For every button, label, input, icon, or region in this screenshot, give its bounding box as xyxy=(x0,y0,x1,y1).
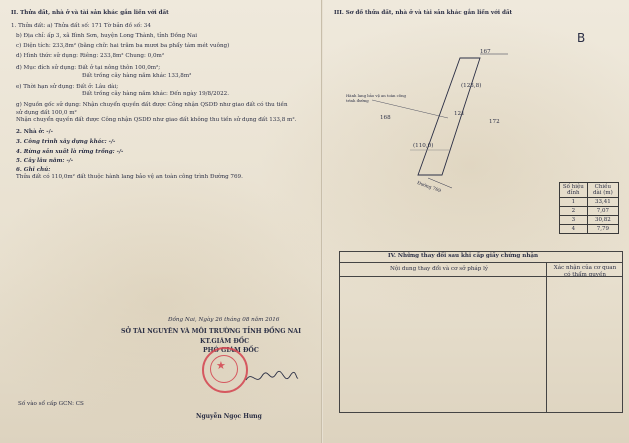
center-fold xyxy=(321,0,323,443)
table-header-length: Chiều dài (m) xyxy=(587,183,618,198)
changes-section xyxy=(339,251,623,413)
use-origin-3: Nhận chuyển quyền đất được Công nhận QSDĐ như giao đất không thu tiền sử dụng đất 133,8 m². xyxy=(16,117,297,123)
perennial-item: 5. Cây lâu năm: -/- xyxy=(16,158,74,164)
register-number: Số vào sổ cấp GCN: CS xyxy=(18,401,84,407)
kt-director: KT.GIÁM ĐỐC xyxy=(200,338,250,345)
issue-date: Đồng Nai, Ngày 26 tháng 08 năm 2016 xyxy=(168,317,280,323)
parcel-label-right: 172 xyxy=(489,119,500,125)
parcel-sketch xyxy=(330,30,570,210)
issuing-authority: SỞ TÀI NGUYÊN VÀ MÔI TRƯỜNG TỈNH ĐỒNG NAI xyxy=(121,328,301,335)
use-purpose-1: đ) Mục đích sử dụng: Đất ở tại nông thôn 100,0m²; xyxy=(16,65,161,71)
table-row: 1 33,41 xyxy=(560,198,619,207)
notes-heading: 6. Ghi chú: xyxy=(16,167,51,173)
signer-name: Nguyễn Ngọc Hưng xyxy=(196,413,262,420)
parcel-label-left: 168 xyxy=(380,115,391,121)
use-form: d) Hình thức sử dụng: Riêng: 233,8m² Chung: 0,0m² xyxy=(16,53,165,59)
notes-detail: Thửa đất có 110,0m² đất thuộc hành lang bảo vệ an toàn công trình Đường 769. xyxy=(16,174,243,180)
deputy-director: PHÓ GIÁM ĐỐC xyxy=(203,347,259,354)
use-origin-2: sử dụng đất 100,0 m² xyxy=(16,110,77,116)
table-row: 2 7,07 xyxy=(560,207,619,216)
construction-item: 3. Công trình xây dựng khác: -/- xyxy=(16,139,116,145)
parcel-area: c) Diện tích: 233,8m² (bằng chữ: hai trăm ba mươi ba phẩy tám mét vuông) xyxy=(16,43,230,49)
parcel-label-top: 167 xyxy=(480,49,491,55)
use-duration-1: e) Thời hạn sử dụng: Đất ở: Lâu dài; xyxy=(16,84,119,90)
north-arrow-icon: B xyxy=(577,31,586,45)
house-item: 2. Nhà ở: -/- xyxy=(16,129,53,135)
vertex-table xyxy=(559,182,619,234)
section-iv-title: IV. Những thay đổi sau khi cấp giấy chứng nhận xyxy=(388,253,539,259)
parcel-address: b) Địa chỉ: ấp 3, xã Bình Sơn, huyện Long Thành, tỉnh Đồng Nai xyxy=(16,33,198,39)
section-ii-title: II. Thửa đất, nhà ở và tài sản khác gắn liền với đất xyxy=(11,10,169,16)
confirm-column-header: Xác nhận của cơ quan có thẩm quyền xyxy=(553,265,617,278)
parcel-label-center: 121 xyxy=(454,111,465,117)
forest-item: 4. Rừng sản xuất là rừng trồng: -/- xyxy=(16,149,124,155)
parcel-number: 1. Thửa đất: a) Thửa đất số: 171 Tờ bản đồ số: 34 xyxy=(11,23,151,29)
use-purpose-2: Đất trồng cây hàng năm khác 133,8m² xyxy=(82,73,192,79)
table-row: 3 30,82 xyxy=(560,216,619,225)
section-iii-title: III. Sơ đồ thửa đất, nhà ở và tài sản khác gắn liền với đất xyxy=(334,10,513,16)
changes-column-header: Nội dung thay đổi và cơ sở pháp lý xyxy=(390,266,489,272)
table-row: 4 7,79 xyxy=(560,225,619,234)
dimension-top: (123,8) xyxy=(461,83,482,89)
use-origin-1: g) Nguồn gốc sử dụng: Nhận chuyển quyền đất được Công nhận QSDĐ như giao đất có thu tiền xyxy=(16,102,288,108)
use-duration-2: Đất trồng cây hàng năm khác: Đến ngày 19/8/2022. xyxy=(82,91,229,97)
road-label: Đường 769 xyxy=(416,180,442,195)
dimension-bottom: (110,0) xyxy=(413,143,434,149)
star-icon: ★ xyxy=(216,359,226,372)
corridor-label: Hành lang bảo vệ an toàn công trình đường xyxy=(346,93,406,103)
table-header-vertex: Số hiệu đỉnh xyxy=(560,183,588,198)
official-stamp xyxy=(202,347,248,393)
signature-scribble xyxy=(244,366,300,390)
